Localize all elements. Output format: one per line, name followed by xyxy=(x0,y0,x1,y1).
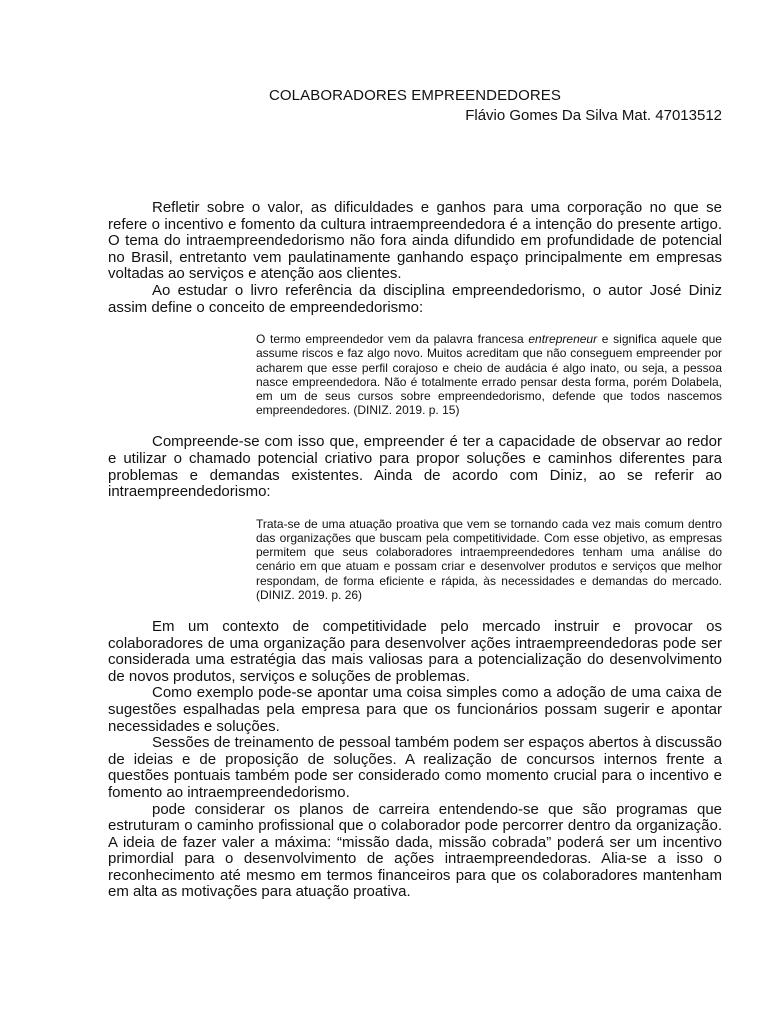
paragraph-final-4: pode considerar os planos de carreira entendendo-se que são programas que estruturam o caminho profissional que o colaborador pode percorrer dentro da organização. A ideia de fazer valer a máxima: “missão dada, missão cobrada” poderá ser um incentivo primordial para o desenvolvimento de ações intraempreendedoras. Alia-se a isso o reconhecimento até mesmo em termos financeiros para que os colaboradores mantenham em alta as motivações para atuação proativa. xyxy=(108,800,722,901)
quote-1-italic-term: entrepreneur xyxy=(528,332,598,347)
paragraph-final-1: Em um contexto de competitividade pelo mercado instruir e provocar os colaboradores de uma organização para desenvolver ações intraempreendedoras pode ser considerada uma estratégia das mais valiosas para a potencialização do desenvolvimento de novos produtos, serviços e soluções de problemas. xyxy=(108,617,722,685)
quote-1-text-after: e significa aquele que assume riscos e faz algo novo. Muitos acreditam que não conseguem empreender por acharem que esse perfil corajoso e cheio de audácia é algo inato, ou seja, a pessoa nasce empreendedora. Não é totalmente errado pensar desta forma, porém Dolabela, em um de seus cursos sobre empreendedorismo, defende que todos nascemos empreendedores. (DINIZ. 2019. p. 15) xyxy=(256,332,722,418)
paragraph-intro-1: Refletir sobre o valor, as dificuldades e ganhos para uma corporação no que se refere o incentivo e fomento da cultura intraempreendedora é a intenção do presente artigo. O tema do intraempreendedorismo não fora ainda difundido em profundidade de potencial no Brasil, entretanto vem paulatinamente ganhando espaço principalmente em empresas voltadas ao serviços e atenção aos clientes. xyxy=(108,199,722,283)
spacer xyxy=(108,417,722,434)
spacer xyxy=(108,602,722,619)
quote-1-text-before: O termo empreendedor vem da palavra francesa xyxy=(256,332,529,347)
document-page xyxy=(108,86,722,901)
document-title: COLABORADORES EMPREENDEDORES xyxy=(268,87,562,104)
block-quote-2: Trata-se de uma atuação proativa que vem se tornando cada vez mais comum dentro das organizações que buscam pela competitividade. Com esse objetivo, as empresas permitem que seus colaboradores intraempreendedores tenham uma análise do cenário em que atuam e possam criar e desenvolver produtos e serviços que melhor respondam, de forma eficiente e rápida, às necessidades e demandas do mercado. (DINIZ. 2019. p. 26) xyxy=(256,516,722,602)
spacer xyxy=(108,126,722,200)
paragraph-middle: Compreende-se com isso que, empreender é ter a capacidade de observar ao redor e utilizar o chamado potencial criativo para propor soluções e caminhos diferentes para problemas e demandas existentes. Ainda de acordo com Diniz, ao se referir ao intraempreendedorismo: xyxy=(108,433,722,501)
paragraph-final-3: Sessões de treinamento de pessoal também podem ser espaços abertos à discussão de ideias e de proposição de soluções. A realização de concursos internos frente a questões pontuais também pode ser considerado como momento crucial para o incentivo e fomento ao intraempreendedorismo. xyxy=(108,734,722,801)
spacer xyxy=(108,316,722,332)
block-quote-1 xyxy=(256,332,722,417)
document-author: Flávio Gomes Da Silva Mat. 47013512 xyxy=(465,107,722,124)
paragraph-final-2: Como exemplo pode-se apontar uma coisa simples como a adoção de uma caixa de sugestões espalhadas pela empresa para que os funcionários possam sugerir e apontar necessidades e soluções. xyxy=(108,684,722,735)
spacer xyxy=(108,501,722,517)
paragraph-intro-2: Ao estudar o livro referência da disciplina empreendedorismo, o autor José Diniz assim define o conceito de empreendedorismo: xyxy=(108,281,722,316)
